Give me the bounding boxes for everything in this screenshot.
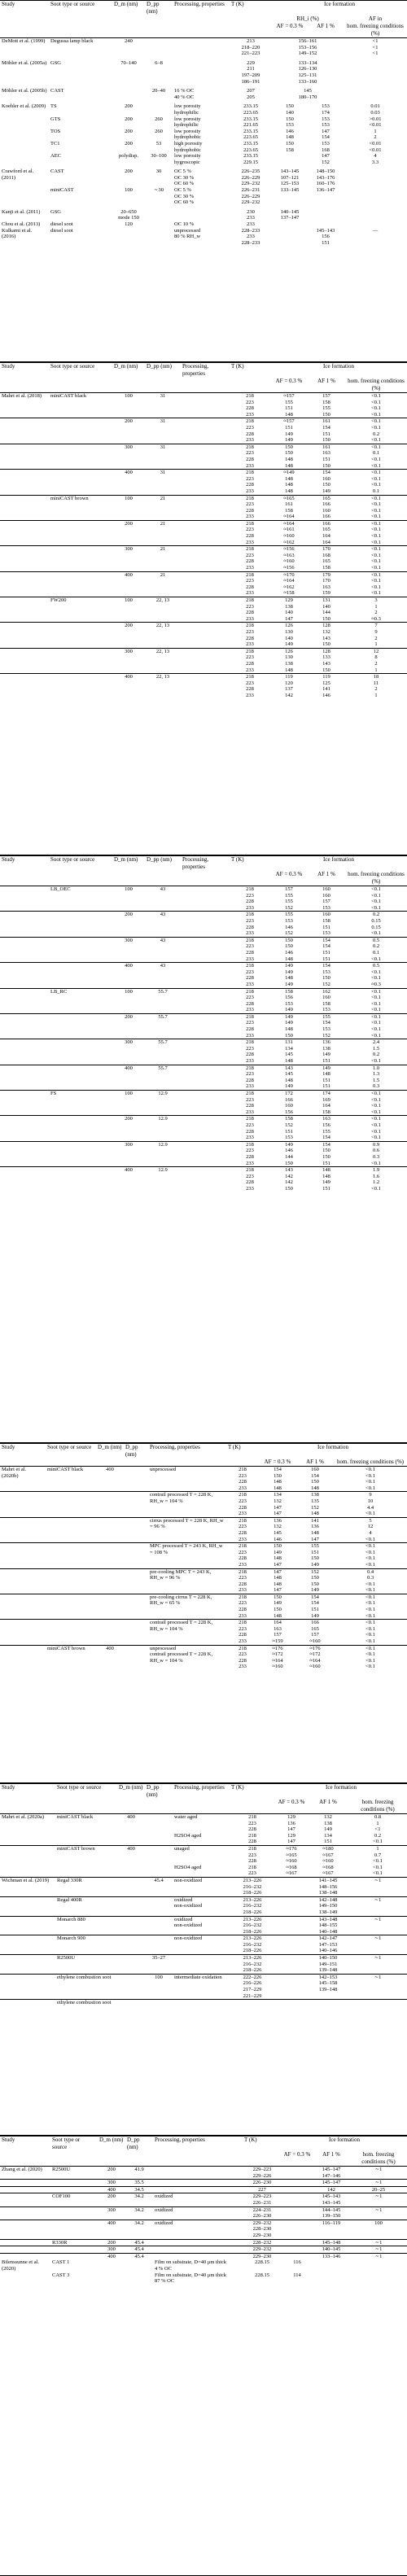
col-header-af-03: AF = 0.3 % xyxy=(264,1459,291,1465)
table-row: 400 22, 13 218 223 228 233 119 120 137 142 119 125 141 146 18 11 2 1 xyxy=(0,674,407,699)
table-section-6 xyxy=(0,2136,407,2576)
table-row: Crawford et al. (2011) CAST 200 30 OC 5 % OC 30 % OC 60 % 226–235 226–229 229–232 143–145 107–121 125–153 148–150 143–176 160–176 xyxy=(2,168,335,187)
col-header-af-1: AF 1 % xyxy=(322,2151,340,2158)
table-row: miniCAST brown 400 unprocessed contrail processed T = 228 K, RH_w = 104 % 218 223 228 233 ≈176 ≈172 ≈164 ≈160 ≈176 ≈172 ≈164 ≈160 <0.1 <0.1 <0.1 <0.1 xyxy=(0,1645,407,1670)
table-row: 200 21 218 223 228 233 ≈164 ≈161 ≈160 ≈162 166 165 164 164 <0.1 <0.1 <0.1 <0.1 xyxy=(0,520,407,545)
table-row: 400 34.5 227 142 20–25 xyxy=(0,2186,407,2193)
table-section-5 xyxy=(0,1783,407,2136)
col-header-dpp: D_pp (nm) xyxy=(147,856,172,863)
col-header-soot-type: Soot type or source xyxy=(50,1,95,7)
col-header-rhi: RH_i (%) xyxy=(296,15,319,22)
table-row: contrail processed T = 228 K, RH_w = 104 % 218 223 228 233 164 163 157 ≈159 166 165 157 ≈160 <0.1 <0.1 <0.1 <0.1 xyxy=(0,1620,407,1645)
table-row: Monarch 880 oxidized non-oxidized 213–226 216–232 218–226 143–148 148–155 140–148 ∼1 xyxy=(0,1916,407,1935)
table-row: 300 34.2 oxidized 224–231 226–230 144–145 139–150 ∼1 xyxy=(0,2206,407,2220)
col-header-processing: Processing, properties xyxy=(182,363,209,377)
col-header-study: Study xyxy=(2,1444,15,1450)
col-header-processing: Processing, properties xyxy=(182,856,209,870)
col-header-hom-freezing: hom. freezing conditions (%) xyxy=(361,1799,395,1813)
col-header-af-1: AF 1 % xyxy=(306,1459,324,1465)
col-header-dpp: D_pp (nm) xyxy=(125,1444,138,1458)
col-header-ice-formation: Ice formation xyxy=(326,1784,357,1791)
table-2-body xyxy=(0,393,407,699)
col-header-dm: D_m (nm) xyxy=(98,1444,122,1450)
table-row: LB_OEC 100 43 218 223 228 233 157 155 155 152 160 160 157 153 <0.1 <0.1 <0.1 <0.1 xyxy=(50,886,381,911)
col-header-temperature: T (K) xyxy=(244,2136,257,2143)
table-row: 300 43 218 223 228 233 150 150 146 148 154 154 151 151 0.5 0.2 0.1 <0.1 xyxy=(0,937,407,962)
table-row: Monarch 900 non-oxidized 213–226 216–232 218–226 142–147 147–153 140–146 ∼1 xyxy=(0,1935,407,1955)
table-row: Kanji et al. (2011) GSG 20–650 mode 150 230 233 140–145 137–147 xyxy=(2,208,300,221)
table-row: 300 22, 13 218 223 228 233 126 130 138 148 128 133 143 150 12 8 2 1 xyxy=(0,648,407,673)
table-row: LB_RC 100 55.7 218 223 228 233 158 156 153 149 162 160 158 153 <0.1 <0.1 <0.1 <0.1 xyxy=(0,988,407,1013)
col-header-processing: Processing, properties xyxy=(150,1444,200,1450)
table-row: H2SO4 aged 218 223 ≈168 ≈167 ≈168 ≈167 <0.1 <0.1 xyxy=(174,1864,383,1877)
col-header-dm: D_m (nm) xyxy=(119,1784,143,1791)
table-row: R330R 200 45.4 228–232 145–148 ∼1 xyxy=(0,2239,407,2246)
table-row: FS 100 12.9 218 223 228 233 172 166 160 156 174 169 164 158 <0.1 <0.1 <0.1 <0.1 xyxy=(0,1091,407,1116)
col-header-hom-freezing: hom. freezing conditions (%) xyxy=(336,1459,405,1465)
table-row: 400 31 218 223 228 233 ≈149 148 148 148 154 160 150 149 <0.1 <0.1 <0.1 0.1 xyxy=(0,470,407,495)
table-row: Regal 400R oxidized non-oxidized 213–226 216–232 218–226 142–148 149–150 138–149 ∼1 xyxy=(0,1896,407,1916)
table-row: Kulkarni et al. (2016) diesel soot unprocessed 80 % RH_w 228–233 233 228–233 145–143 156 151 — xyxy=(2,227,379,246)
table-row: 300 21 218 223 228 233 ≈156 ≈163 ≈160 ≈156 170 168 165 158 <0.1 <0.1 <0.1 <0.1 xyxy=(0,546,407,571)
col-header-af-03: AF = 0.3 % xyxy=(275,871,303,877)
table-row: FW200 100 22, 13 218 223 228 233 129 138 140 147 131 140 144 150 3 1 2 ≈0.3 xyxy=(0,597,407,623)
data-table-2 xyxy=(0,362,407,699)
table-row: pre-cooling MPC T = 243 K, RH_w = 96 % 218 223 228 233 147 148 148 147 152 150 150 149 0.4 0.3 <0.1 <0.1 xyxy=(0,1568,407,1594)
col-header-processing: Processing, properties xyxy=(174,1,225,7)
table-row: miniCAST brown 400 unaged 218 223 228 ≈176 ≈165 ≈160 ≈180 ≈167 ≈160 1 0.7 <0.1 xyxy=(0,1845,407,1864)
col-header-temperature: T (K) xyxy=(231,1784,244,1791)
col-header-dpp: D_pp (nm) xyxy=(147,363,172,370)
col-header-study: Study xyxy=(2,856,15,863)
col-header-hom-freezing: hom. freezing conditions (%) xyxy=(347,23,404,37)
table-row: Mahrt et al. (2020b) miniCAST black 400 unprocessed 218 223 228 233 154 150 148 148 160 154 150 148 <0.1 <0.1 <0.1 <0.1 xyxy=(2,1467,375,1491)
col-header-af-in: AF in xyxy=(368,15,383,22)
col-header-hom-freezing: hom. freezing conditions (%) xyxy=(361,2151,396,2165)
table-row: Zhang et al. (2020) R2500U 200 41.9 229–223 229–226 145–147 147–146 ∼1 xyxy=(2,2167,383,2179)
table-4-body xyxy=(0,1467,407,1671)
table-row: 400 55.7 218 223 228 233 143 145 148 149 149 148 151 151 1.0 1.3 1.5 0.3 xyxy=(0,1065,407,1090)
table-row: Bilenssunne et al. (2020) CAST 1 Film on substrate, D=40 μm thick 4 % OC 228.15 116 xyxy=(2,2259,301,2272)
col-header-af-03: AF = 0.3 % xyxy=(283,2151,311,2158)
col-header-temperature: T (K) xyxy=(231,1,244,7)
col-header-study: Study xyxy=(2,1784,15,1791)
table-row: 400 45.4 229–230 133–146 ∼1 xyxy=(0,2253,407,2259)
table-section-3 xyxy=(0,855,407,1443)
table-row: 400 43 218 223 228 233 149 149 148 149 154 153 150 152 0.5 <0.1 <0.1 ≈0.3 xyxy=(0,963,407,988)
col-header-af-03: AF = 0.3 % xyxy=(276,23,304,29)
table-row: R2500U 35–27 213–226 216–232 218–226 140–150 149–151 139–148 ∼1 xyxy=(0,1955,407,1975)
col-header-ice-formation: Ice formation xyxy=(323,856,354,863)
table-row: Mahrt et al. (2020a) miniCAST black 400 water aged 218 223 228 129 136 147 132 138 149 0.8 1 <1 xyxy=(2,1814,382,1833)
table-row: contrail processed T = 228 K, RH_w = 104 % 218 223 228 233 134 132 147 147 138 135 152 148 9 10 4.4 <0.1 xyxy=(0,1492,407,1517)
table-row: 200 55.7 218 223 228 233 149 149 148 150 155 154 153 152 <0.1 <0.1 <0.1 <0.1 xyxy=(0,1013,407,1039)
table-row: cirrus processed T = 228 K, RH_w = 96 % 218 223 228 233 136 132 145 146 141 136 148 147 5 12 4 <0.1 xyxy=(0,1517,407,1542)
table-3-body xyxy=(0,886,407,1192)
table-row: MPC processed T = 243 K, RH_w = 108 % 218 223 228 233 150 149 148 147 155 151 150 149 <0.1 <0.1 <0.1 <0.1 xyxy=(0,1543,407,1568)
col-header-af-1: AF 1 % xyxy=(319,1799,337,1805)
col-header-study: Study xyxy=(2,363,15,370)
table-row: Wichman et al. (2019) Regal 330R 45.4 non-oxidized 213–226 216–232 218–226 141–145 148–156 138–148 ∼1 xyxy=(0,1877,407,1896)
col-header-af-1: AF 1 % xyxy=(317,23,335,29)
data-table-4 xyxy=(0,1443,407,1670)
data-table-3 xyxy=(0,855,407,1192)
table-section-2 xyxy=(0,362,407,855)
col-header-soot-type: Soot type or source xyxy=(47,1444,92,1450)
table-row: 300 31 218 223 228 233 150 150 148 148 161 163 151 150 <0.1 0.1 <0.1 <0.1 xyxy=(0,444,407,469)
table-row: Möhler et al. (2005a) GSG 70–140 6–8 229 211 197–209 186–191 133–134 126–130 125–131 133–160 xyxy=(2,59,317,85)
table-row: GTS 200 260 low porosity hydrophilic 233.15 221.65 150 153 153 153 >0.01 <0.01 xyxy=(50,116,382,129)
col-header-ice-formation: Ice formation xyxy=(329,2136,360,2143)
col-header-dm: D_m (nm) xyxy=(114,363,138,370)
col-header-af-03: AF = 0.3 % xyxy=(275,378,303,384)
col-header-dm: D_m (nm) xyxy=(114,856,138,863)
table-row: 400 12.9 218 223 228 233 143 142 142 150 148 148 149 151 1.9 1.6 1.2 <0.1 xyxy=(0,1167,407,1192)
table-row: miniCAST brown 100 21 218 223 228 233 ≈165 161 158 ≈164 165 166 160 166 <0.1 <0.1 <0.1 <0.1 xyxy=(0,495,407,520)
table-section-1 xyxy=(0,0,407,362)
col-header-temperature: T (K) xyxy=(228,1444,241,1450)
col-header-soot-type: Soot type or source xyxy=(50,856,95,863)
table-row: Chou et al. (2013) diesel soot 120 OC 10 % 233 xyxy=(2,221,255,228)
table-row: 200 31 218 223 228 233 ≈157 151 149 149 161 154 151 150 <0.1 <0.1 0.2 <0.1 xyxy=(0,418,407,444)
col-header-hom-freezing: hom. freezing conditions (%) xyxy=(348,378,405,391)
table-row: Mahrt et al. (2018) miniCAST black 100 31 218 223 228 233 ≈157 155 151 148 157 158 155 150 <0.1 <0.1 <0.1 <0.1 xyxy=(2,393,381,418)
table-row: TC1 200 53 high porosity hydrophobic 233.15 223.65 150 158 153 168 <0.01 <0.01 xyxy=(50,140,382,153)
table-row: pre-cooling cirrus T = 228 K, RH_w = 65 % 218 223 228 233 150 149 150 148 154 154 151 149 <0.1 <0.1 <0.1 <0.1 xyxy=(0,1594,407,1619)
col-header-processing: Processing, properties xyxy=(155,2136,205,2143)
col-header-dpp: D_pp (nm) xyxy=(147,1,160,15)
table-row: 200 12.9 218 223 228 233 158 152 151 153 163 156 155 154 <0.1 <0.1 <0.1 <0.1 xyxy=(0,1116,407,1141)
col-header-af-1: AF 1 % xyxy=(317,871,335,877)
col-header-soot-type: Soot type or source xyxy=(57,1784,102,1791)
data-table-1 xyxy=(0,0,407,246)
data-table-5 xyxy=(0,1783,407,2006)
col-header-hom-freezing: hom. freezing conditions (%) xyxy=(348,871,405,885)
table-row: 400 21 218 223 228 233 ≈170 ≈164 ≈162 ≈158 179 170 163 159 <0.1 <0.1 <0.1 <0.1 xyxy=(0,571,407,597)
table-6-body xyxy=(0,2167,407,2285)
table-row: Möhler et al. (2005b) CAST 20–40 16 % OC 40 % OC 207 205 145 180–170 xyxy=(2,88,317,100)
col-header-temperature: T (K) xyxy=(231,856,244,863)
table-row: DeMott et al. (1999) Degussa lamp black 240 213 218–220 221–223 156–161 153–156 149–152 <1 <1 <1 xyxy=(2,38,379,57)
table-row: miniCAST 100 ∼30 OC 5 % OC 30 % OC 60 % 226–231 226–229 229–232 133–145 136–147 xyxy=(50,187,335,206)
col-header-ice-formation: Ice formation xyxy=(323,363,354,370)
col-header-af-1: AF 1 % xyxy=(317,378,335,384)
table-row: H2SO4 aged 218 228 129 147 134 151 0.2 <0.1 xyxy=(174,1832,383,1845)
table-row: ethylene combustion soot 100 intermediate oxidation 222–226 216–226 217–229 221–229 142–153 145–158 139–148 ∼1 xyxy=(0,1974,407,1999)
table-row: 400 34.2 oxidized 229–232 228–230 229–230 116–119 100 xyxy=(0,2220,407,2239)
table-row: TOS 200 260 low porosity hydrophobic 233.15 223.65 146 148 147 154 1 2 xyxy=(50,128,377,141)
table-row: 200 22, 13 218 223 228 233 126 130 140 149 128 132 143 150 7 9 2 1 xyxy=(0,623,407,648)
col-header-soot-type: Soot type or source xyxy=(52,2136,81,2150)
table-1-body xyxy=(0,38,407,247)
table-row: 300 12.9 218 223 228 233 149 146 144 150 154 150 150 151 0.9 0.6 0.3 <0.1 xyxy=(0,1141,407,1166)
table-row: ethylene combustion soot xyxy=(0,2000,407,2006)
table-row: AEC polydisp. 30–100 low porosity hygroscopic 233.15 229.15 147 152 4 3.3 xyxy=(50,153,379,165)
col-header-dpp: D_pp (nm) xyxy=(127,2136,140,2150)
table-row: CAST 3 Film on substrate, D=40 μm thick 87 % OC 228.15 114 xyxy=(52,2272,301,2285)
table-5-body xyxy=(0,1814,407,2006)
col-header-soot-type: Soot type or source xyxy=(50,363,95,370)
col-header-ice-formation: Ice formation xyxy=(324,1,355,7)
data-table-6 xyxy=(0,2136,407,2285)
col-header-dpp: D_pp (nm) xyxy=(147,1784,160,1798)
table-section-4 xyxy=(0,1443,407,1783)
table-row: 300 35.5 226–230 145–147 ∼1 xyxy=(0,2180,407,2187)
col-header-dm: D_m (nm) xyxy=(99,2136,124,2143)
col-header-temperature: T (K) xyxy=(231,363,244,370)
col-header-study: Study xyxy=(2,2136,15,2143)
col-header-ice-formation: Ice formation xyxy=(317,1444,348,1450)
col-header-study: Study xyxy=(2,1,15,7)
table-row: 200 43 218 223 228 233 155 153 146 152 160 158 151 153 0.2 0.15 0.15 <0.1 xyxy=(0,912,407,937)
table-row: COF100 200 34.2 oxidized 229–223 226–231 145–143 143–145 ∼1 xyxy=(0,2193,407,2206)
col-header-af-03: AF = 0.3 % xyxy=(278,1799,305,1805)
col-header-dm: D_m (nm) xyxy=(114,1,138,7)
col-header-processing: Processing, properties xyxy=(174,1784,225,1791)
table-row: Koehler et al. (2009) TS 200 low porosity hydrophilic 233.15 223.65 150 140 153 174 0.01 0.03 xyxy=(2,103,380,116)
table-row: 300 55.7 218 223 228 233 131 134 145 148 136 138 149 151 2.4 1.5 0.2 <0.1 xyxy=(0,1039,407,1065)
table-row: 300 45.4 229–232 140–145 ∼1 xyxy=(0,2246,407,2254)
